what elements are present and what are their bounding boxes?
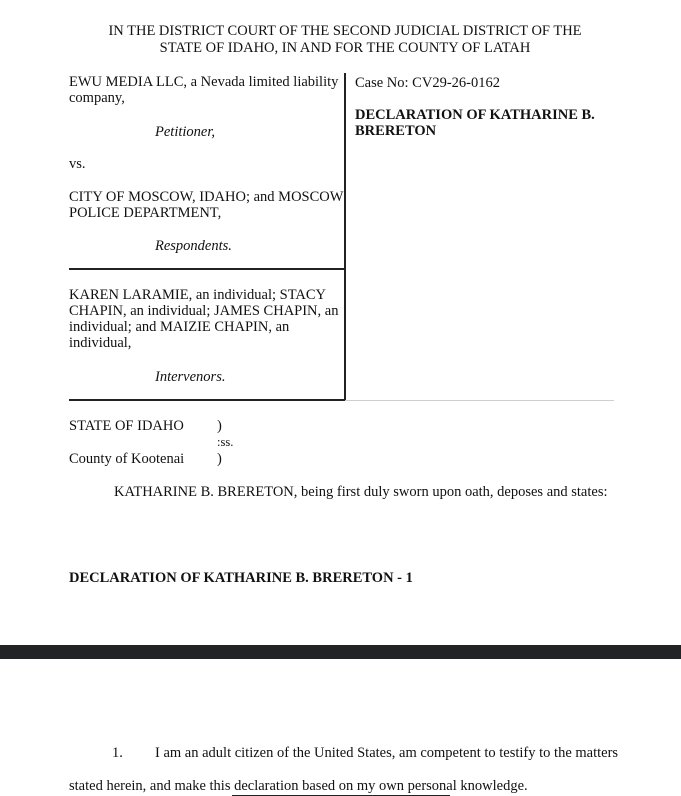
versus-label: vs. [69,156,86,172]
court-header [80,23,610,57]
paragraph-number: 1. [112,745,123,761]
respondent-block [69,189,344,221]
intervenor-block [69,287,344,351]
document-title-line-1: DECLARATION OF KATHARINE B. [355,107,595,123]
paragraph-line-1: I am an adult citizen of the United States, am competent to testify to the matters [155,745,619,761]
caption-bottom-rule [69,399,345,401]
case-number: Case No: CV29-26-0162 [355,75,500,91]
page-break [0,645,681,659]
intervenor-name-line-2: CHAPIN, an individual; JAMES CHAPIN, an [69,303,339,319]
respondent-name-line-1: CITY OF MOSCOW, IDAHO; and MOSCOW [69,189,344,205]
intervenor-name-line-4: individual, [69,335,132,351]
petitioner-name-line-2: company, [69,90,125,106]
caption-vertical-rule [344,73,346,400]
venue-ss: :ss. [217,435,234,449]
petitioner-role: Petitioner, [155,124,216,140]
court-header-line-2: STATE OF IDAHO, IN AND FOR THE COUNTY OF LATAH [159,40,531,56]
venue-paren-2: ) [217,451,222,467]
caption-bottom-thin-rule [345,400,614,401]
venue-paren-1: ) [217,418,222,434]
paragraph-line-2: stated herein, and make this declaration based on my own personal knowledge. [69,778,528,794]
page-footer: DECLARATION OF KATHARINE B. BRERETON - 1 [69,570,413,586]
venue-state: STATE OF IDAHO [69,418,184,434]
document-title-line-2: BRERETON [355,123,437,139]
intervenor-name-line-1: KAREN LARAMIE, an individual; STACY [69,287,327,303]
intervenor-name-line-3: individual; and MAIZIE CHAPIN, an [69,319,290,335]
petitioner-block [69,74,344,106]
document-title [355,107,595,139]
respondent-role: Respondents. [155,238,232,254]
caption-divider [69,268,345,270]
intervenor-role: Intervenors. [155,369,226,385]
respondent-name-line-2: POLICE DEPARTMENT, [69,205,222,221]
venue-county: County of Kootenai [69,451,185,467]
petitioner-name-line-1: EWU MEDIA LLC, a Nevada limited liability [69,74,339,90]
oath-statement: KATHARINE B. BRERETON, being first duly sworn upon oath, deposes and states: [114,484,608,500]
court-header-line-1: IN THE DISTRICT COURT OF THE SECOND JUDICIAL DISTRICT OF THE [108,23,582,39]
